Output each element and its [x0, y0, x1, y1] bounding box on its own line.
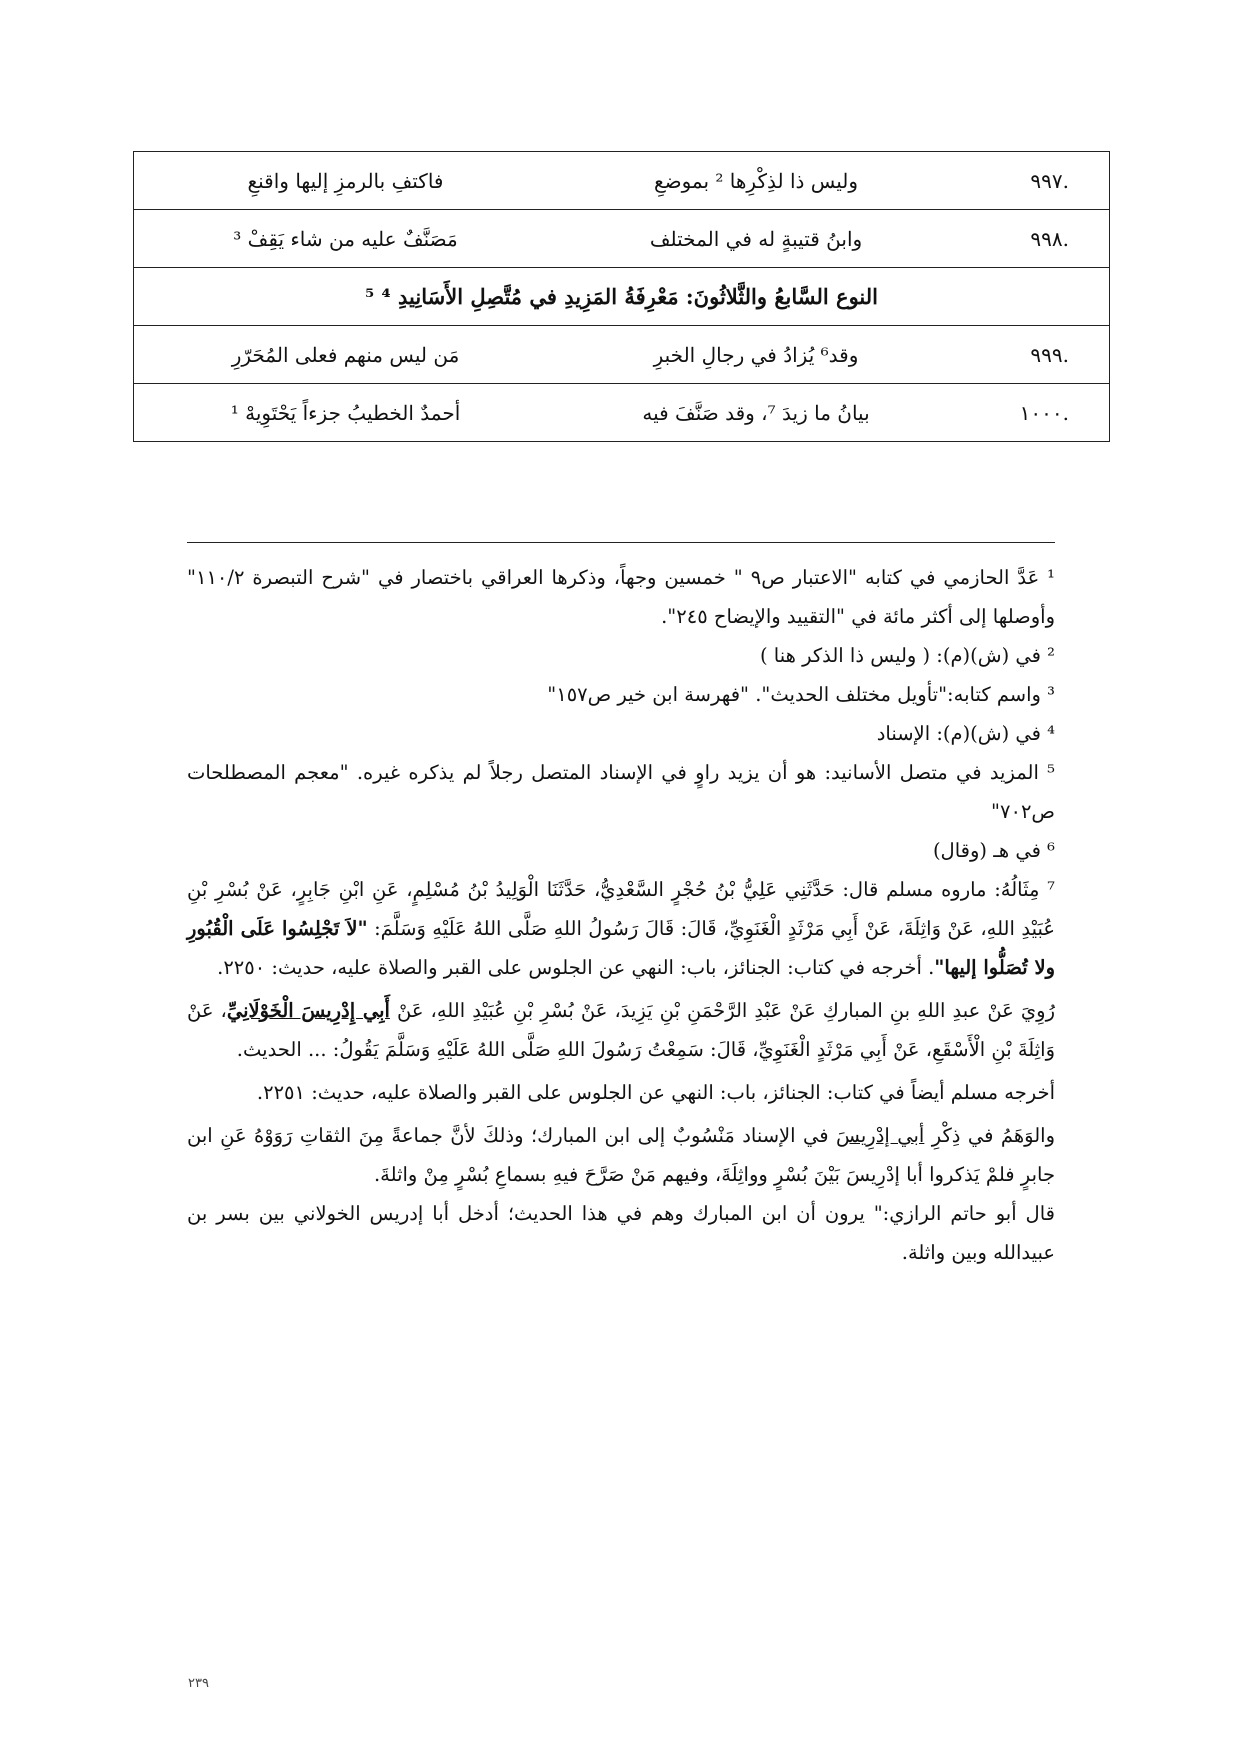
commentary-text: والوَهَمُ في ذِكْرِ: [924, 1124, 1056, 1147]
narration-text: رُوِيَ عَنْ عبدِ اللهِ بنِ المباركِ عَنْ عَبْدِ الرَّحْمَنِ بْنِ يَزِيدَ، عَنْ بُسْرِ بْنِ عُبَيْدِ اللهِ، عَنْ: [389, 999, 1055, 1022]
narrator-name: أَبِي إِدْرِيسَ الْخَوْلَانِيِّ: [226, 999, 390, 1022]
verse-second-hemistich: مَن ليس منهم فعلى المُحَرّرِ: [134, 326, 558, 384]
footnote-2: ² في (ش)(م): ( وليس ذا الذكر هنا ): [759, 644, 1055, 667]
narrator-name-underlined: أبي إدْرِيسَ: [836, 1124, 925, 1147]
verse-first-hemistich: وقد⁶ يُزادُ في رجالِ الخبرِ: [557, 326, 955, 384]
verse-row: [134, 210, 1110, 268]
footnote-7-text: ⁷ مِثَالُهُ: ماروه مسلم قال: حَدَّثَنِي عَلِيُّ بْنُ حُجْرٍ السَّعْدِيُّ، حَدَّثَنَا الْوَلِيدُ بْنُ مُسْلِمٍ، عَنِ ابْنِ جَابِرٍ، عَنْ بُسْرِ بْنِ عُبَيْدِ اللهِ، عَنْ وَاثِلَةَ، عَنْ أَبِي مَرْثَدٍ الْغَنَوِيِّ، قَالَ: قَالَ رَسُولُ اللهِ صَلَّى اللهُ عَلَيْهِ وَسَلَّمَ:: [187, 878, 1055, 940]
footnote-4: ⁴ في (ش)(م): الإسناد: [876, 722, 1055, 745]
verses-table: [133, 151, 1110, 442]
footnote-1: ¹ عَدَّ الحازمي في كتابه "الاعتبار ص٩ " خمسين وجهاً، وذكرها العراقي باختصار في "شرح التبصرة ١١٠/٢" وأوصلها إلى أكثر مائة في "التقييد والإيضاح ٢٤٥".: [187, 566, 1055, 628]
verse-number: .١٠٠٠: [955, 384, 1110, 442]
verse-first-hemistich: وابنُ قتيبةٍ له في المختلف: [557, 210, 955, 268]
section-heading: النوع السَّابعُ والثَّلاثُونَ: مَعْرِفَةُ المَزِيدِ في مُتَّصِلِ الأَسَانِيدِ ⁴ ⁵: [134, 268, 1110, 326]
footnote-5: ⁵ المزيد في متصل الأسانيد: هو أن يزيد راوٍ في الإسناد المتصل رجلاً لم يذكره غيره. "معجم المصطلحات ص٧٠٢": [187, 761, 1055, 823]
hadith-text: "لاَ تَجْلِسُوا عَلَى الْقُبُورِ ولا تُصَلُّوا إليها": [187, 917, 1055, 979]
quote-paragraph: قال أبو حاتم الرازي:" يرون أن ابن المبارك وهم في هذا الحديث؛ أدخل أبا إدريس الخولاني بين بسر بن عبيدالله وبين واثلة.: [187, 1202, 1055, 1264]
footnotes: [187, 558, 1055, 1272]
commentary-text-end: في الإسناد مَنْسُوبٌ إلى ابن المبارك؛ وذلكَ لأنَّ جماعةً مِنَ الثقاتِ رَوَوْهُ عَنِ ابن جابرٍ فلمْ يَذكروا أبا إدْرِيسَ بَيْنَ بُسْرٍ وواثِلَةَ، وفيهم مَنْ صَرَّحَ فيهِ بسماعِ بُسْرٍ مِنْ واثلةَ.: [187, 1124, 1055, 1186]
verse-second-hemistich: فاكتفِ بالرمزِ إليها واقنعِ: [134, 152, 558, 210]
verse-number: .٩٩٧: [955, 152, 1110, 210]
source-paragraph: أخرجه مسلم أيضاً في كتاب: الجنائز، باب: النهي عن الجلوس على القبر والصلاة عليه، حديث: ٢٢٥١.: [256, 1081, 1055, 1104]
narration-text-end: ، عَنْ وَاثِلَةَ بْنِ الْأَسْقَعِ، عَنْ أَبِي مَرْثَدٍ الْغَنَوِيِّ، قَالَ: سَمِعْتُ رَسُولَ اللهِ صَلَّى اللهُ عَلَيْهِ وَسَلَّمَ يَقُولُ: ... الحديث.: [187, 999, 1055, 1061]
verse-second-hemistich: أحمدٌ الخطيبُ جزءاً يَحْتَوِيهْ ¹: [134, 384, 558, 442]
section-heading-row: [134, 268, 1110, 326]
verse-first-hemistich: بيانُ ما زيدَ ⁷، وقد صَنَّفَ فيه: [557, 384, 955, 442]
footnote-separator: [187, 542, 1055, 543]
verse-row: [134, 152, 1110, 210]
footnote-3: ³ واسم كتابه:"تأويل مختلف الحديث". "فهرسة ابن خير ص١٥٧": [547, 683, 1055, 706]
narration-paragraph: [187, 991, 1055, 1069]
page-number: ٢٣٩: [188, 1676, 209, 1691]
footnote-7: [187, 870, 1055, 987]
verse-first-hemistich: وليس ذا لذِكْرِها ² بموضعِ: [557, 152, 955, 210]
verse-number: .٩٩٨: [955, 210, 1110, 268]
footnote-6: ⁶ في هـ (وقال): [932, 839, 1055, 862]
verse-row: [134, 326, 1110, 384]
verse-second-hemistich: مَصَنَّفٌ عليه من شاء يَقِفْ ³: [134, 210, 558, 268]
verse-row: [134, 384, 1110, 442]
commentary-paragraph: [187, 1116, 1055, 1194]
verse-number: .٩٩٩: [955, 326, 1110, 384]
footnote-7-source: . أخرجه في كتاب: الجنائز، باب: النهي عن الجلوس على القبر والصلاة عليه، حديث: ٢٢٥٠.: [217, 956, 935, 979]
